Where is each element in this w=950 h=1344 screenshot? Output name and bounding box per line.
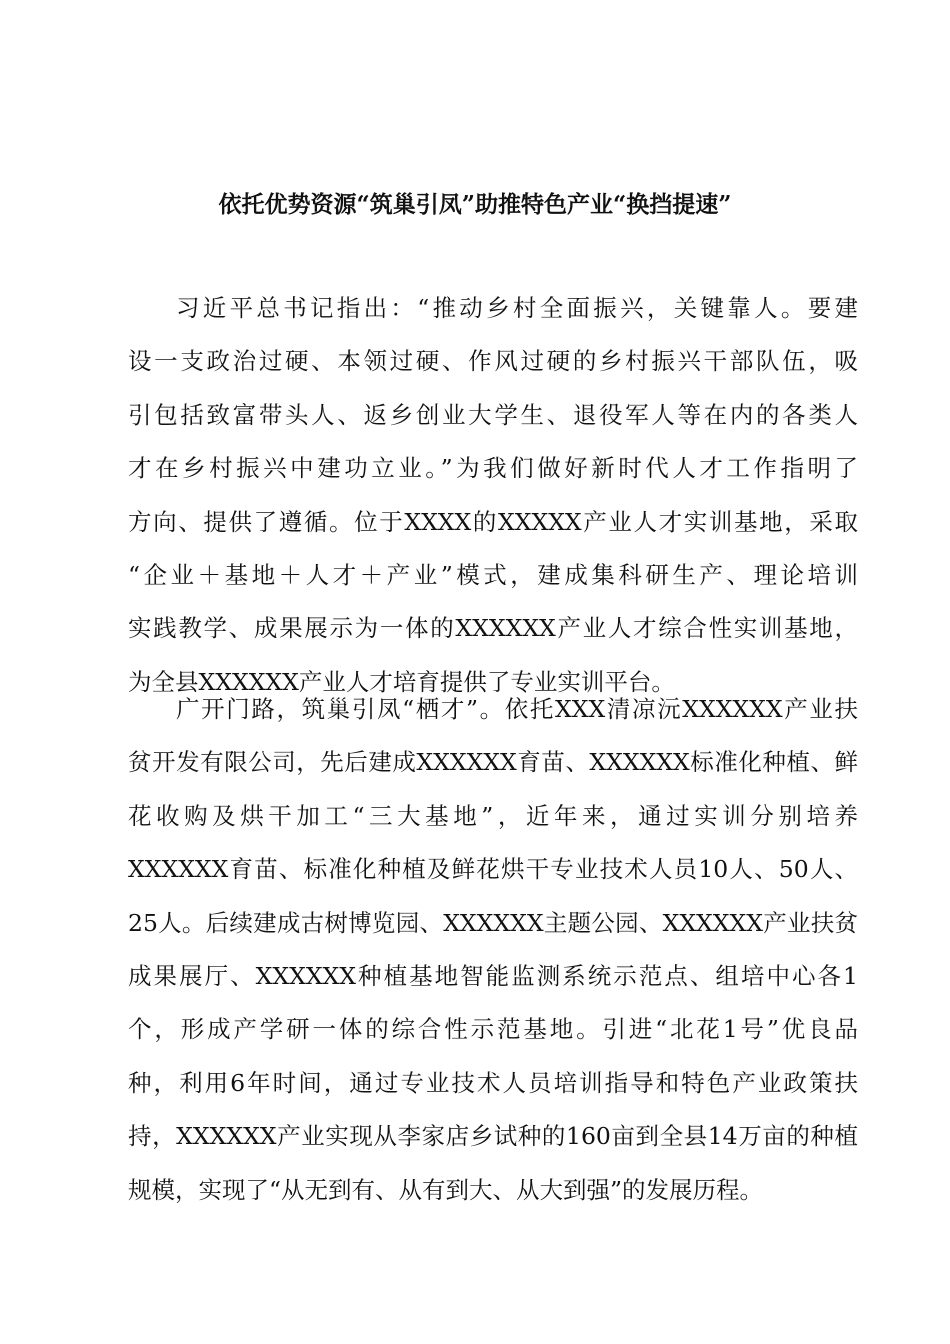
paragraph-line: 引包括致富带头人、返乡创业大学生、退役军人等在内的各类人: [128, 400, 858, 429]
document-title: 依托优势资源“筑巢引凤”助推特色产业“换挡提速”: [218, 191, 732, 218]
paragraph-line: 习近平总书记指出：“推动乡村全面振兴，关键靠人。要建: [176, 294, 858, 322]
paragraph-line: 贫开发有限公司，先后建成XXXXXX育苗、XXXXXX标准化种植、鲜: [128, 748, 858, 777]
paragraph-line: 种，利用6年时间，通过专业技术人员培训指导和特色产业政策扶: [128, 1068, 858, 1097]
paragraph-line: 持，XXXXXX产业实现从李家店乡试种的160亩到全县14万亩的种植: [128, 1122, 858, 1151]
paragraph-line: 25人。后续建成古树博览园、XXXXXX主题公园、XXXXXX产业扶贫: [128, 908, 858, 937]
paragraph-line: 实践教学、成果展示为一体的XXXXXX产业人才综合性实训基地，: [128, 614, 858, 643]
paragraph-intro: [128, 282, 858, 709]
paragraph-line: 广开门路，筑巢引凤“栖才”。依托XXX清凉沅XXXXXX产业扶: [176, 695, 858, 723]
paragraph-line: 为全县XXXXXX产业人才培育提供了专业实训平台。: [128, 667, 675, 696]
paragraph-line: XXXXXX育苗、标准化种植及鲜花烘干专业技术人员10人、50人、: [128, 855, 858, 884]
paragraph-line: 设一支政治过硬、本领过硬、作风过硬的乡村振兴干部队伍，吸: [128, 347, 858, 376]
paragraph-line: 方向、提供了遵循。位于XXXX的XXXXX产业人才实训基地，采取: [128, 507, 858, 536]
paragraph-line: “企业＋基地＋人才＋产业”模式，建成集科研生产、理论培训: [128, 560, 858, 589]
paragraph-line: 规模，实现了“从无到有、从有到大、从大到强”的发展历程。: [128, 1175, 764, 1204]
paragraph-line: 成果展厅、XXXXXX种植基地智能监测系统示范点、组培中心各1: [128, 961, 858, 990]
paragraph-line: 花收购及烘干加工“三大基地”，近年来，通过实训分别培养: [128, 801, 858, 830]
paragraph-line: 个，形成产学研一体的综合性示范基地。引进“北花1号”优良品: [128, 1015, 858, 1044]
paragraph-line: 才在乡村振兴中建功立业。”为我们做好新时代人才工作指明了: [128, 454, 858, 483]
paragraph-talent: [128, 683, 858, 1217]
